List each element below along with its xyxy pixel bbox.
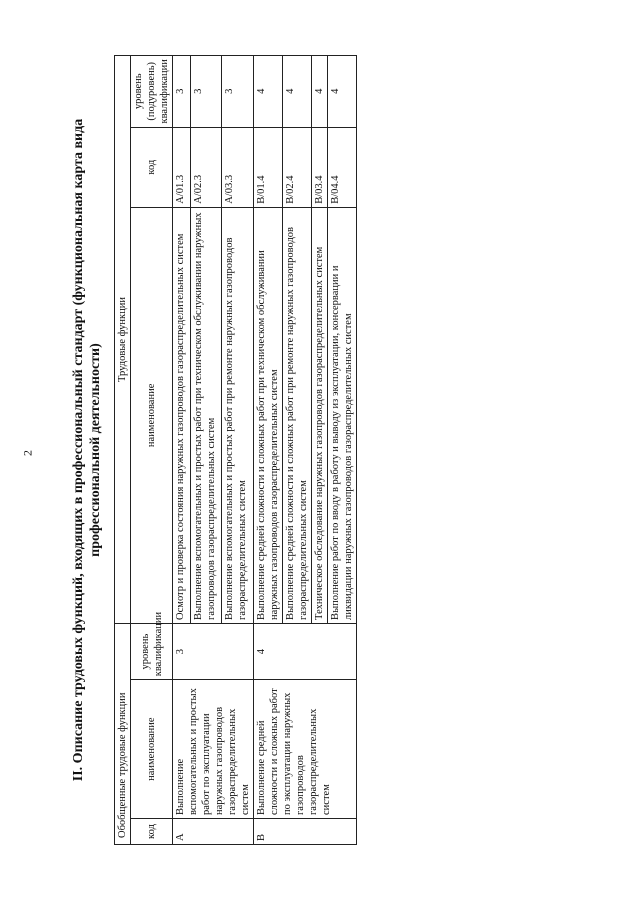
function-code: В/04.4 xyxy=(328,127,357,207)
function-level: 3 xyxy=(190,56,222,128)
table-row xyxy=(173,56,191,845)
group-header-row xyxy=(115,56,131,845)
col-function-code-header: код xyxy=(131,127,173,207)
function-code: А/03.3 xyxy=(222,127,254,207)
function-name: Техническое обследование наружных газопроводов газораспределительных систем xyxy=(312,207,328,623)
function-code: В/02.4 xyxy=(283,127,312,207)
col-name-header: наименование xyxy=(131,680,173,819)
section-heading xyxy=(70,65,104,835)
group-code: В xyxy=(254,819,357,845)
page-number: 2 xyxy=(20,450,35,456)
col-function-name-header: наименование xyxy=(131,207,173,623)
function-code: В/01.4 xyxy=(254,127,283,207)
functional-map-table xyxy=(114,55,357,845)
table-row xyxy=(254,56,283,845)
function-level: 3 xyxy=(222,56,254,128)
function-name: Выполнение средней сложности и сложных работ при ремонте наружных газопроводов газораспределительных систем xyxy=(283,207,312,623)
col-function-level-header: уровень (подуровень) квалификации xyxy=(131,56,173,128)
col-level-header: уровень квалификации xyxy=(131,623,173,679)
function-level: 4 xyxy=(254,56,283,128)
function-name: Выполнение работ по вводу в работу и выводу из эксплуатации, консервации и ликвидации наружных газопроводов газораспределительных систем xyxy=(328,207,357,623)
group-code: А xyxy=(173,819,254,845)
function-level: 3 xyxy=(173,56,191,128)
group-level: 3 xyxy=(173,623,254,679)
function-level: 4 xyxy=(283,56,312,128)
heading-line-1: II. Описание трудовых функций, входящих в профессиональный стандарт (функциональная карта вида xyxy=(71,118,86,782)
function-level: 4 xyxy=(328,56,357,128)
function-code: А/01.3 xyxy=(173,127,191,207)
function-name: Осмотр и проверка состояния наружных газопроводов газораспределительных систем xyxy=(173,207,191,623)
generalized-functions-header: Обобщенные трудовые функции xyxy=(115,623,131,844)
group-level: 4 xyxy=(254,623,357,679)
function-name: Выполнение вспомогательных и простых работ при техническом обслуживании наружных газопроводов газораспределительных систем xyxy=(190,207,222,623)
col-code-header: код xyxy=(131,819,173,845)
heading-line-2: профессиональной деятельности) xyxy=(88,343,103,557)
function-name: Выполнение средней сложности и сложных работ при техническом обслуживании наружных газопроводов газораспределительных систем xyxy=(254,207,283,623)
labor-functions-header: Трудовые функции xyxy=(115,56,131,624)
group-name: Выполнение вспомогательных и простых работ по эксплуатации наружных газопроводов газораспределительных систем xyxy=(173,680,254,819)
function-code: А/02.3 xyxy=(190,127,222,207)
function-level: 4 xyxy=(312,56,328,128)
column-header-row xyxy=(131,56,173,845)
group-name: Выполнение средней сложности и сложных работ по эксплуатации наружных газопроводов газораспределительных систем xyxy=(254,680,357,819)
function-code: В/03.4 xyxy=(312,127,328,207)
function-name: Выполнение вспомогательных и простых работ при ремонте наружных газопроводов газораспределительных систем xyxy=(222,207,254,623)
